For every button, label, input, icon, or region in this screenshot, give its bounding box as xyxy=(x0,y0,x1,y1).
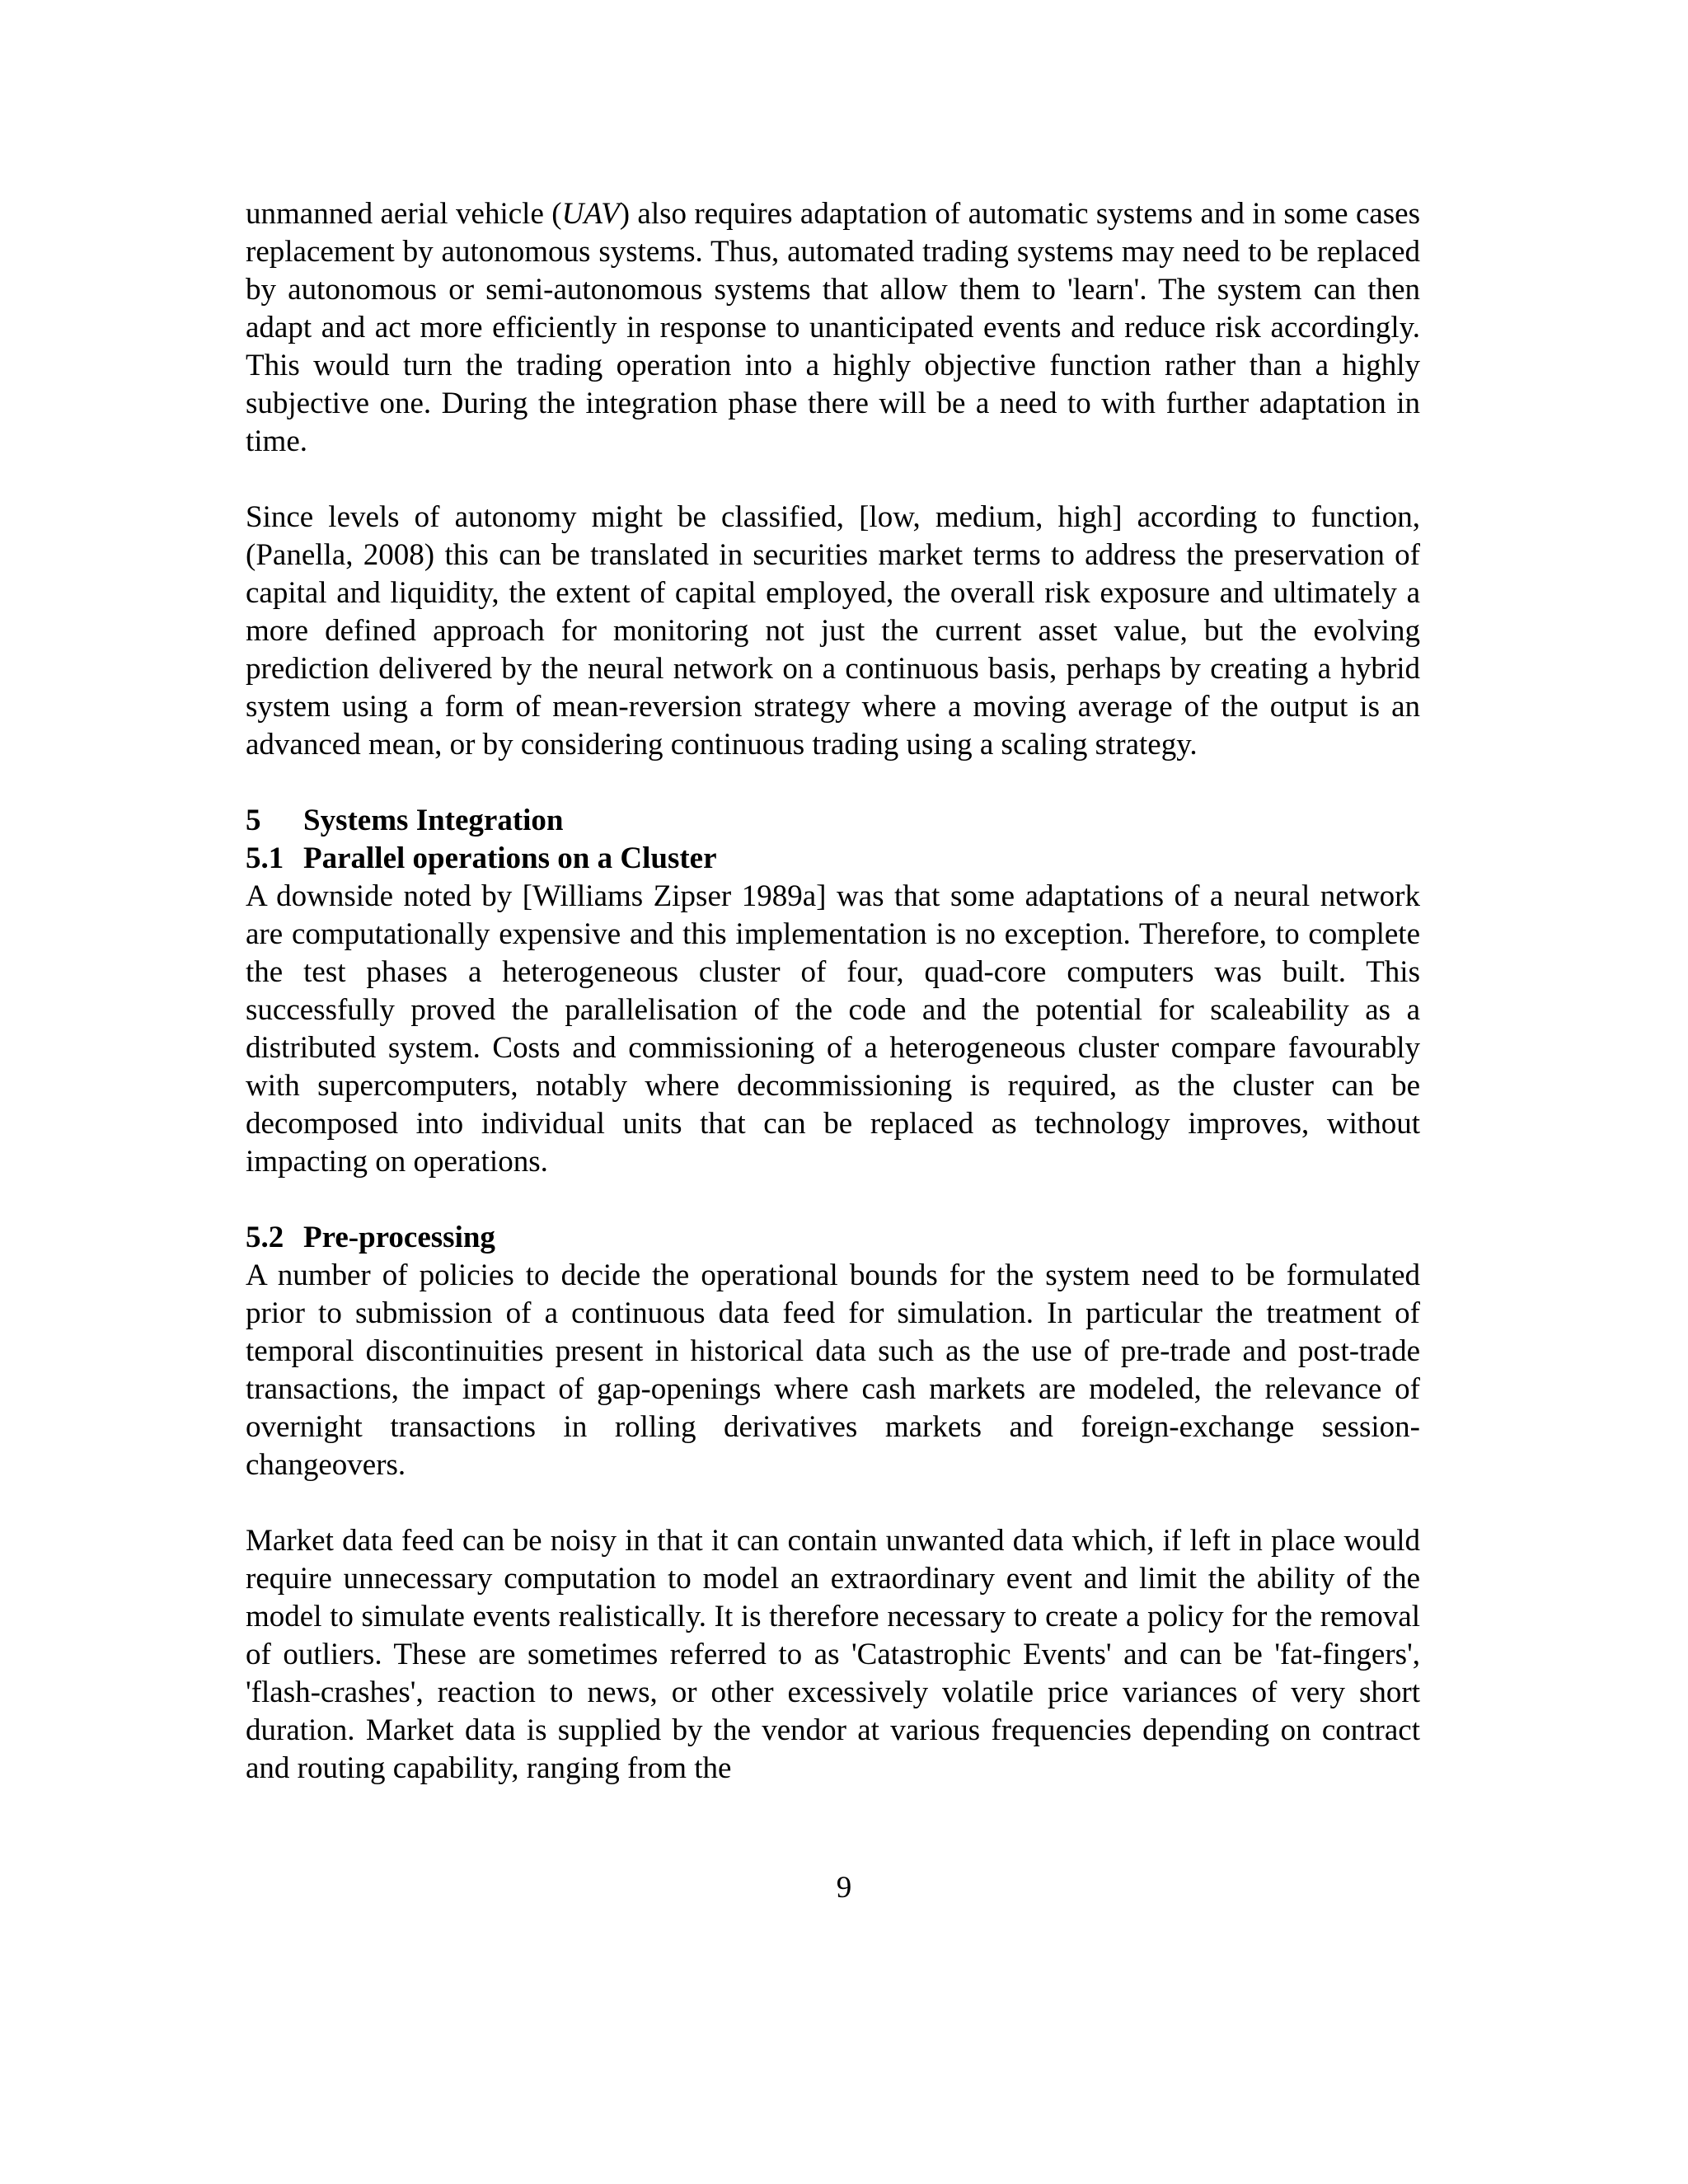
uav-abbreviation: UAV xyxy=(561,197,620,231)
paragraph-market-data-feed: Market data feed can be noisy in that it can contain unwanted data which, if left in place would require unnecessary computation to model an extraordinary event and limit the ability of the model to simulate events realistically. It is therefore necessary to create a policy for the removal of outliers. These are sometimes referred to as 'Catastrophic Events' and can be 'fat-fingers', 'flash-crashes', reaction to news, or other excessively volatile price variances of very short duration. Market data is supplied by the vendor at various frequencies depending on contract and routing capability, ranging from the xyxy=(246,1524,1420,1785)
subsection-heading-parallel-operations xyxy=(246,840,1420,878)
paragraph-policies: A number of policies to decide the operational bounds for the system need to be formulated prior to submission of a continuous data feed for simulation. In particular the treatment of temporal discontinuities present in historical data such as the use of pre-trade and post-trade transactions, the impact of gap-openings where cash markets are modeled, the relevance of overnight transactions in rolling derivatives markets and foreign-exchange session-changeovers. xyxy=(246,1258,1420,1482)
subsection-number: 5.1 xyxy=(246,841,284,875)
paragraph-levels-of-autonomy: Since levels of autonomy might be classified, [low, medium, high] according to function, (Panella, 2008) this can be translated in securities market terms to address the preservation of capital and liquidity, the extent of capital employed, the overall risk exposure and ultimately a more defined approach for monitoring not just the current asset value, but the evolving prediction delivered by the neural network on a continuous basis, perhaps by creating a hybrid system using a form of mean-reversion strategy where a moving average of the output is an advanced mean, or by considering continuous trading using a scaling strategy. xyxy=(246,500,1420,762)
subsection-title: Parallel operations on a Cluster xyxy=(303,841,717,875)
section-number: 5 xyxy=(246,804,261,837)
paragraph-uav-autonomy xyxy=(246,195,1420,461)
paragraph-cluster: A downside noted by [Williams Zipser 1989a] was that some adaptations of a neural network are computationally expensive and this implementation is no exception. Therefore, to complete the test phases a heterogeneous cluster of four, quad-core computers was built. This successfully proved the parallelisation of the code and the potential for scaleability as a distributed system. Costs and commissioning of a heterogeneous cluster compare favourably with supercomputers, notably where decommissioning is required, as the cluster can be decomposed into individual units that can be replaced as technology improves, without impacting on operations. xyxy=(246,879,1420,1179)
paragraph-text: unmanned aerial vehicle ( xyxy=(246,197,562,231)
section-heading-systems-integration xyxy=(246,802,1420,840)
paragraph-text: ) also requires adaptation of automatic systems and in some cases replacement by autonomous systems. Thus, automated trading systems may need to be replaced by autonomous or semi-autonomous systems that allow them to 'learn'. The system can then adapt and act more efficiently in response to unanticipated events and reduce risk accordingly. This would turn the trading operation into a highly objective function rather than a highly subjective one. During the integration phase there will be a need to with further adaptation in time. xyxy=(246,197,1421,458)
page-body xyxy=(246,195,1420,1788)
subsection-heading-pre-processing xyxy=(246,1219,1420,1257)
section-title: Systems Integration xyxy=(303,804,564,837)
page-number: 9 xyxy=(836,1871,852,1905)
subsection-title: Pre-processing xyxy=(303,1221,495,1254)
subsection-number: 5.2 xyxy=(246,1221,284,1254)
